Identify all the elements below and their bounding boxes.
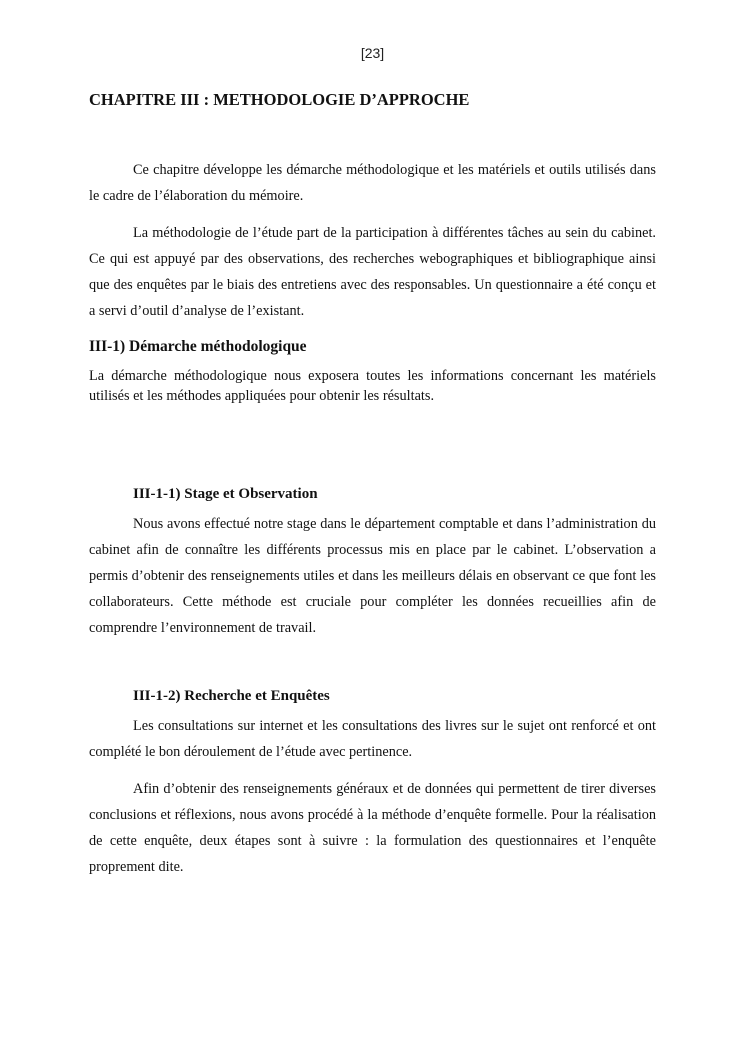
subsection-1-paragraph: Nous avons effectué notre stage dans le département comptable et dans l’administration du cabinet afin de connaître les différents processus mis en place par le cabinet. L’observation a permis d’obtenir des renseignements utiles et dans les meilleurs délais en observant ce que font les collaborateurs. Cette méthode est cruciale pour compléter les données recueillies afin de comprendre l’environnement de travail. (89, 516, 656, 636)
subsection-2-title: III-1-2) Recherche et Enquêtes (133, 688, 330, 704)
document-body (89, 88, 656, 880)
intro-paragraph-2: La méthodologie de l’étude part de la participation à différentes tâches au sein du cabinet. Ce qui est appuyé par des observations, des recherches webographiques et bibliographique ainsi que des enquêtes par le biais des entretiens avec des responsables. Un questionnaire a été conçu et a servi d’outil d’analyse de l’existant. (89, 225, 656, 319)
chapter-title: CHAPITRE III : METHODOLOGIE D’APPROCHE (89, 90, 470, 109)
subsection-2-paragraph-1: Les consultations sur internet et les consultations des livres sur le sujet ont renforcé et ont complété le bon déroulement de l’étude avec pertinence. (89, 718, 656, 760)
section-paragraph: La démarche méthodologique nous exposera toutes les informations concernant les matériels utilisés et les méthodes appliquées pour obtenir les résultats. (89, 368, 656, 404)
subsection-1-title: III-1-1) Stage et Observation (133, 486, 318, 502)
intro-paragraph-1: Ce chapitre développe les démarche méthodologique et les matériels et outils utilisés dans le cadre de l’élaboration du mémoire. (89, 162, 656, 204)
page-number: [23] (360, 45, 385, 61)
section-title: III-1) Démarche méthodologique (89, 338, 307, 355)
subsection-2-paragraph-2: Afin d’obtenir des renseignements généraux et de données qui permettent de tirer diverses conclusions et réflexions, nous avons procédé à la méthode d’enquête formelle. Pour la réalisation de cette enquête, deux étapes sont à suivre : la formulation des questionnaires et l’enquête proprement dite. (89, 781, 656, 875)
